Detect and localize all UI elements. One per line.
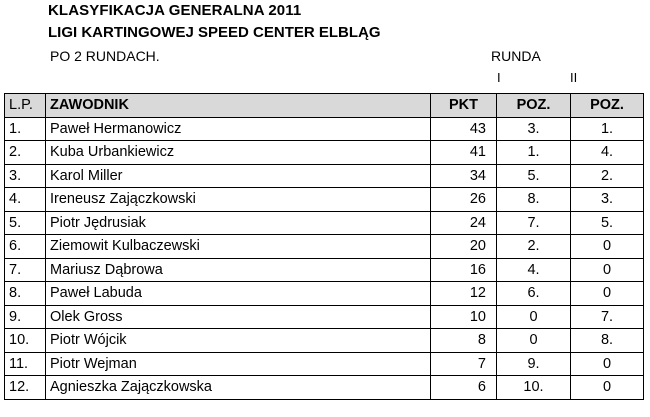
cell-poz-round2: 7. [571, 305, 644, 329]
cell-pkt: 7 [431, 352, 497, 376]
cell-lp: 5. [5, 211, 46, 235]
cell-name: Olek Gross [46, 305, 431, 329]
cell-lp: 1. [5, 117, 46, 141]
cell-pkt: 34 [431, 164, 497, 188]
cell-lp: 3. [5, 164, 46, 188]
col-header-poz-round1: POZ. [497, 94, 571, 118]
cell-poz-round1: 3. [497, 117, 571, 141]
table-row [5, 164, 644, 188]
cell-poz-round1: 1. [497, 141, 571, 165]
cell-name: Agnieszka Zajączkowska [46, 376, 431, 400]
cell-poz-round2: 5. [571, 211, 644, 235]
cell-poz-round1: 0 [497, 329, 571, 353]
col-header-pkt: PKT [431, 94, 497, 118]
cell-poz-round2: 0 [571, 235, 644, 259]
cell-pkt: 16 [431, 258, 497, 282]
cell-lp: 8. [5, 282, 46, 306]
cell-poz-round1: 0 [497, 305, 571, 329]
table-row [5, 258, 644, 282]
cell-pkt: 20 [431, 235, 497, 259]
cell-lp: 10. [5, 329, 46, 353]
cell-poz-round2: 0 [571, 376, 644, 400]
cell-lp: 4. [5, 188, 46, 212]
cell-poz-round2: 8. [571, 329, 644, 353]
cell-lp: 2. [5, 141, 46, 165]
title-line-1: KLASYFIKACJA GENERALNA 2011 [48, 2, 302, 19]
table-row [5, 305, 644, 329]
cell-poz-round2: 0 [571, 282, 644, 306]
cell-pkt: 24 [431, 211, 497, 235]
cell-lp: 12. [5, 376, 46, 400]
table-row [5, 235, 644, 259]
cell-poz-round1: 9. [497, 352, 571, 376]
cell-name: Mariusz Dąbrowa [46, 258, 431, 282]
col-header-zawodnik: ZAWODNIK [46, 94, 431, 118]
cell-pkt: 41 [431, 141, 497, 165]
cell-poz-round1: 2. [497, 235, 571, 259]
table-row [5, 329, 644, 353]
cell-poz-round2: 1. [571, 117, 644, 141]
cell-poz-round2: 0 [571, 352, 644, 376]
cell-pkt: 43 [431, 117, 497, 141]
round-1-label: I [497, 70, 501, 85]
cell-name: Karol Miller [46, 164, 431, 188]
col-header-poz-round2: POZ. [571, 94, 644, 118]
cell-lp: 9. [5, 305, 46, 329]
table-row [5, 141, 644, 165]
cell-poz-round1: 6. [497, 282, 571, 306]
cell-poz-round1: 8. [497, 188, 571, 212]
cell-pkt: 10 [431, 305, 497, 329]
table-row [5, 282, 644, 306]
cell-lp: 6. [5, 235, 46, 259]
cell-lp: 11. [5, 352, 46, 376]
cell-pkt: 6 [431, 376, 497, 400]
standings-table [4, 93, 644, 400]
cell-pkt: 8 [431, 329, 497, 353]
cell-poz-round1: 10. [497, 376, 571, 400]
cell-pkt: 12 [431, 282, 497, 306]
cell-name: Piotr Jędrusiak [46, 211, 431, 235]
cell-poz-round2: 0 [571, 258, 644, 282]
cell-name: Ireneusz Zajączkowski [46, 188, 431, 212]
table-row [5, 376, 644, 400]
col-header-lp: L.P. [5, 94, 46, 118]
cell-poz-round2: 2. [571, 164, 644, 188]
cell-poz-round1: 7. [497, 211, 571, 235]
cell-lp: 7. [5, 258, 46, 282]
cell-poz-round2: 3. [571, 188, 644, 212]
cell-poz-round1: 5. [497, 164, 571, 188]
runda-label: RUNDA [491, 48, 541, 64]
cell-name: Kuba Urbankiewicz [46, 141, 431, 165]
table-row [5, 352, 644, 376]
cell-name: Ziemowit Kulbaczewski [46, 235, 431, 259]
header-row [5, 94, 644, 118]
cell-name: Paweł Labuda [46, 282, 431, 306]
cell-poz-round1: 4. [497, 258, 571, 282]
cell-pkt: 26 [431, 188, 497, 212]
cell-name: Paweł Hermanowicz [46, 117, 431, 141]
table-row [5, 188, 644, 212]
table-row [5, 211, 644, 235]
cell-poz-round2: 4. [571, 141, 644, 165]
table-row [5, 117, 644, 141]
title-line-2: LIGI KARTINGOWEJ SPEED CENTER ELBLĄG [48, 24, 381, 41]
round-2-label: II [570, 70, 578, 85]
cell-name: Piotr Wójcik [46, 329, 431, 353]
subtitle: PO 2 RUNDACH. [50, 48, 160, 64]
cell-name: Piotr Wejman [46, 352, 431, 376]
